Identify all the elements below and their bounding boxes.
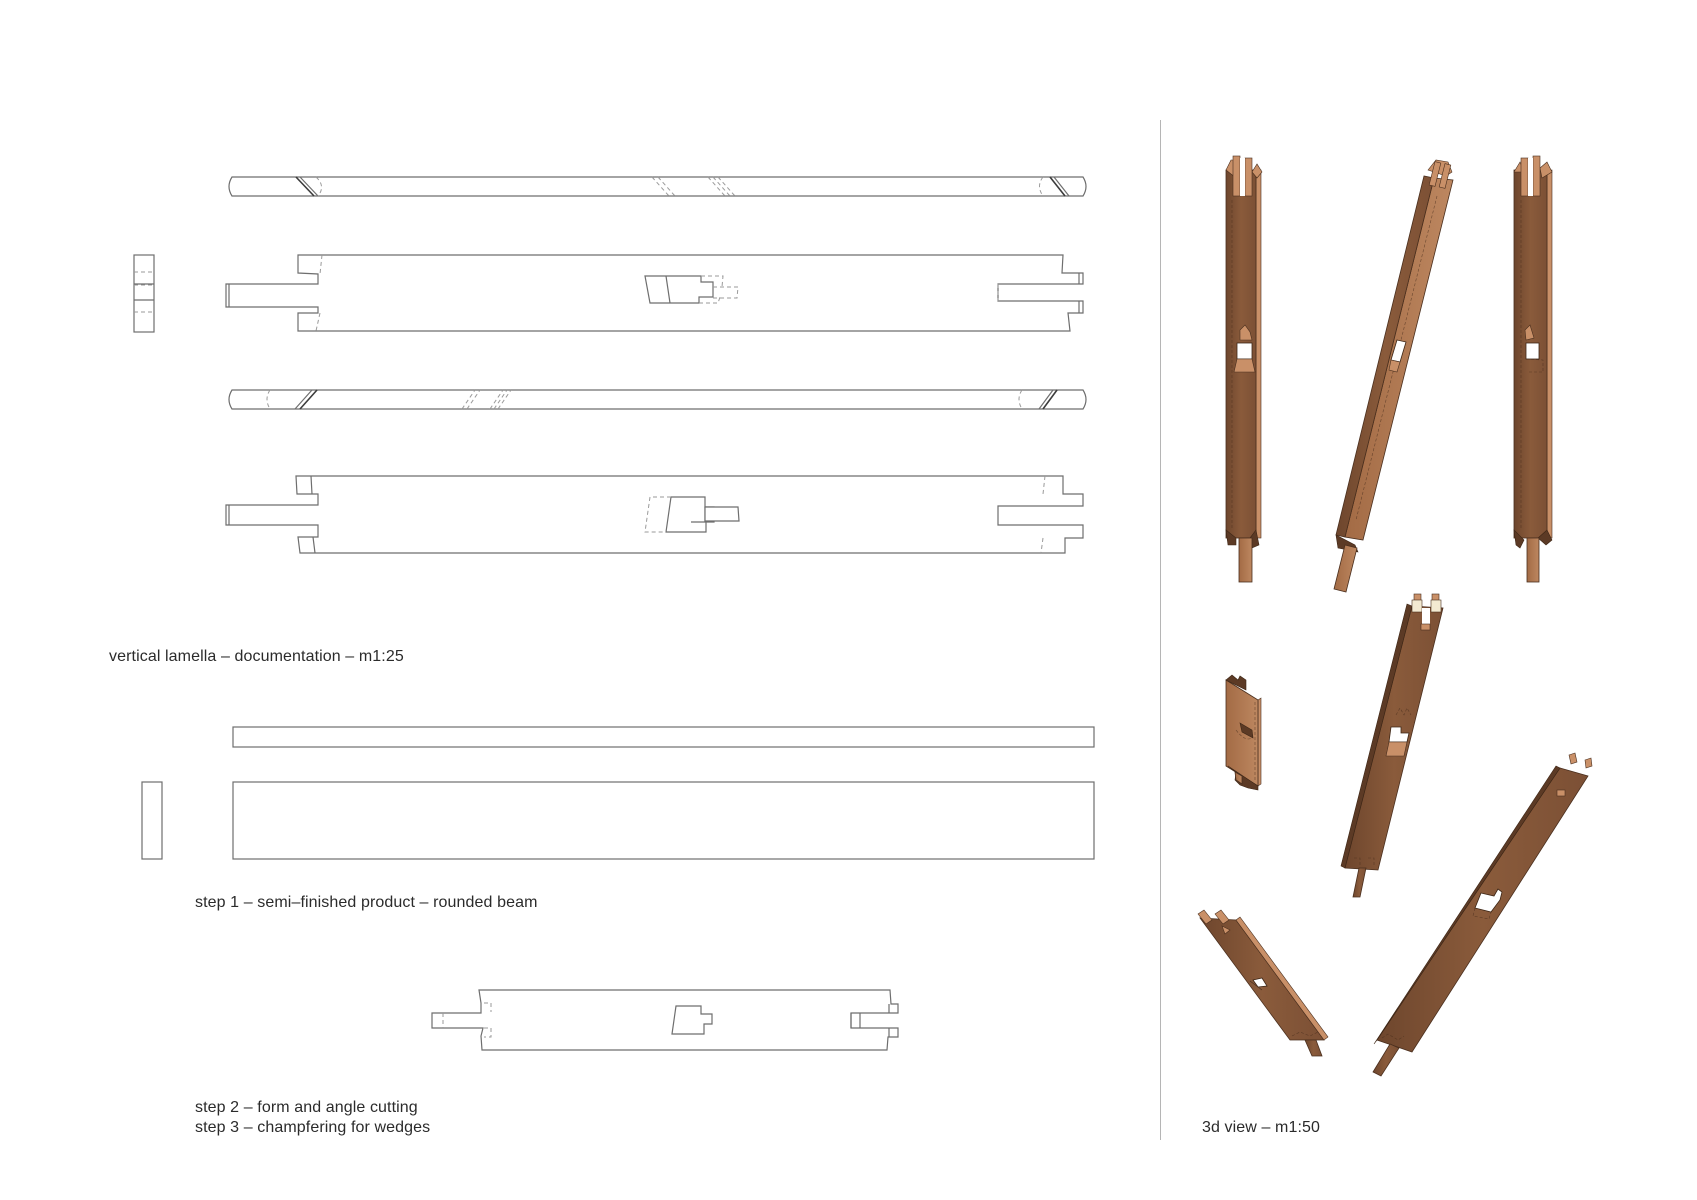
caption-documentation: vertical lamella – documentation – m1:25 (109, 648, 404, 665)
lamella-3d-front-right (1514, 156, 1552, 582)
lamella-3d-diagonal-bottom-right (1373, 753, 1592, 1076)
caption-step3: step 3 – champfering for wedges (195, 1119, 431, 1136)
lamella-3d-tilted-mid (1341, 594, 1443, 897)
caption-3d-view: 3d view – m1:50 (1202, 1119, 1321, 1136)
lamella-3d-tilted-center (1334, 160, 1453, 592)
lamella-3d-front-left (1226, 156, 1262, 582)
caption-step1: step 1 – semi–finished product – rounded beam (195, 894, 538, 911)
lamella-3d-short-left (1226, 675, 1261, 790)
caption-step2: step 2 – form and angle cutting (195, 1099, 418, 1116)
lamella-3d-diagonal-bottom-left (1198, 910, 1328, 1056)
